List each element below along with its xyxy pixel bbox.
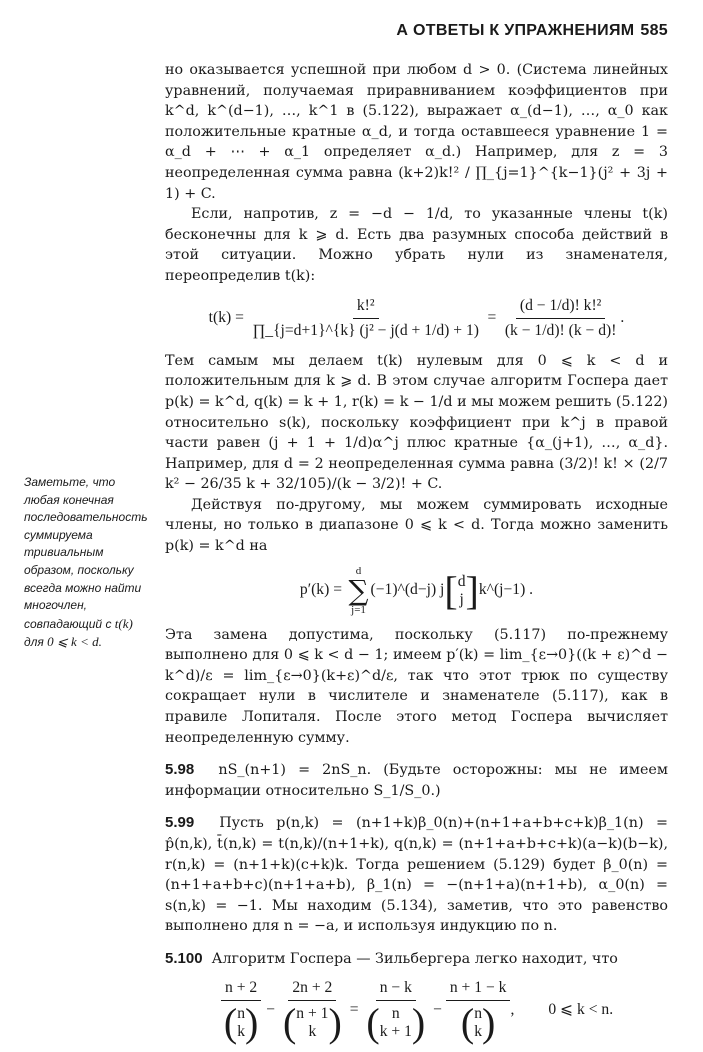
eq1-frac1-numerator: k!² (353, 296, 379, 320)
sum-lower: j=1 (351, 603, 366, 616)
page-number: 585 (640, 22, 668, 39)
chapter-title: А ОТВЕТЫ К УПРАЖНЕНИЯМ (396, 22, 635, 39)
eq2-tail: k^(j−1) . (478, 581, 534, 599)
stirling-number (444, 567, 479, 613)
eq1-frac2-denominator: (k − 1/d)! (k − d)! (504, 322, 617, 340)
paragraph-5: Эта замена допустима, поскольку (5.117) по-прежнему выполнено для 0 ⩽ k < d − 1; имеем p′(k) = lim_{ε→0}((k + ε)^d − k^d)/ε = lim_{ε→0}(k+ε)^d/ε, так что этот трюк по существу сокращает нули в числителе и знаменателе (5.117), как в правиле Лопиталя. После этого метод Госпера вычисляет неопределенную сумму. (165, 626, 668, 746)
exercise-number: 5.98 (165, 761, 195, 779)
margin-note-text-2: для (24, 635, 44, 650)
exercise-text: Пусть p(n,k) = (n+1+k)β_0(n)+(n+1+a+b+c+k)β_1(n) = p̂(n,k), t̄(n,k) = t(n,k)/(n+1+k), q(n,k) = (n+1+a+b+c+k)(a−k)(b−k), r(n,k) = (n+1+k)(c+k)k. Тогда решением (5.129) будет β_0(n) = (n+1+a+b+c)(n+1+a+b), β_1(n) = −(n+1+a)(n+1+b), α_0(n) = s(n,k) = −1. Мы находим (5.134), заметив, что это равенство выполнено для n = −a, и используя индукцию по n. (165, 815, 669, 935)
eq3-f3-binomial: ( n k + 1 ) (366, 1000, 426, 1046)
exercise-5-100 (165, 949, 668, 970)
margin-note-math-1: t(k) (114, 615, 133, 631)
eq3-comma: , (510, 1001, 515, 1019)
margin-note-text: Заметьте, что любая конечная последовательность суммируема тривиальным образом, поскольку всегда можно найти многочлен, совпадающий с (24, 475, 148, 631)
exercise-text: Алгоритм Госпера — Зильбергера легко находит, что (211, 950, 618, 967)
left-bracket-icon: [ (444, 567, 458, 613)
exercise-5-98 (165, 760, 668, 801)
eq3-condition: 0 ⩽ k < n. (548, 1001, 614, 1019)
eq3-f4-binomial: ( n k ) (460, 1000, 496, 1046)
sigma-icon: ∑ (348, 573, 369, 607)
eq3-minus: − (266, 1001, 276, 1019)
sum-sign (349, 566, 369, 616)
eq1-frac2-numerator: (d − 1/d)! k!² (516, 296, 605, 320)
eq1-lhs: t(k) = (208, 309, 244, 327)
eq2-lhs: p′(k) = (299, 581, 342, 599)
eq1-frac1-denominator: ∏_{j=d+1}^{k} (j² − j(d + 1/d) + 1) (252, 322, 479, 340)
stirling-top: d (457, 572, 466, 590)
equation-t-k (165, 296, 668, 342)
exercise-text: nS_(n+1) = 2nS_n. (Будьте осторожны: мы не имеем информации относительно S_1/S_0.) (165, 762, 668, 799)
binom-top: n (474, 1005, 483, 1023)
sum-upper: d (355, 564, 362, 577)
eq1-fraction-2 (501, 296, 621, 342)
binom-bottom: k (237, 1023, 246, 1041)
paragraph-3: Тем самым мы делаем t(k) нулевым для 0 ⩽ k < d и положительным для k ⩾ d. В этом случае алгоритм Госпера дает p(k) = k^d, q(k) = k + 1, r(k) = k − 1/d и мы можем решить (5.122) относительно s(k), поскольку коэффициент при k^j в правой части равен (j + 1 + 1/d)α^j плюс кратные {α_(j+1), …, α_d}. Например, для d = 2 неопределенная сумма равна (3/2)! k! × (2/7 k² − 26/35 k + 32/105)/(k − 3/2)! + C. (165, 352, 668, 493)
right-bracket-icon: ] (465, 567, 479, 613)
eq2-body: (−1)^(d−j) j (370, 581, 445, 599)
eq3-f1-numerator: n + 2 (221, 978, 261, 1002)
eq3-f2-numerator: 2n + 2 (288, 978, 336, 1002)
eq1-equals: = (487, 309, 497, 327)
eq3-fraction-3 (362, 978, 429, 1044)
running-header (165, 22, 668, 40)
paragraph-1: но оказывается успешной при любом d > 0. (Система линейных уравнений, получаемая приравниванием коэффициентов при k^d, k^(d−1), …, k^1 в (5.122), выражает α_(d−1), …, α_0 как положительные кратные α_d, и тогда оставшееся уравнение 1 = α_d + ⋯ + α_1 определяет α_d.) Например, для z = 3 неопределенная сумма равна (k+2)k!² / ∏_{j=1}^{k−1}(j² + 3j + 1) + C. (165, 62, 668, 202)
eq3-f3-numerator: n − k (376, 978, 416, 1002)
exercise-5-99 (165, 813, 668, 937)
margin-note (24, 474, 152, 652)
eq3-fraction-4 (446, 978, 511, 1044)
binom-bottom: k (474, 1023, 483, 1041)
stirling-bottom: j (459, 590, 464, 608)
main-text (165, 60, 668, 1052)
binom-top: n (391, 1005, 400, 1023)
binom-top: n + 1 (296, 1005, 329, 1023)
equation-p-prime (165, 566, 668, 616)
eq3-equals: = (349, 1001, 359, 1019)
binom-bottom: k + 1 (379, 1023, 412, 1041)
margin-note-math-2: 0 ⩽ k < d. (47, 634, 102, 650)
exercise-number: 5.100 (165, 949, 203, 967)
eq1-fraction-1 (248, 296, 483, 342)
paragraph-2: Если, напротив, z = −d − 1/d, то указанные члены t(k) бесконечны для k ⩾ d. Есть два разумных способа действий в этой ситуации. Можно убрать нули из знаменателя, переопределив t(k): (165, 206, 668, 284)
eq3-f1-binomial: ( n k ) (223, 1000, 259, 1046)
eq3-minus-2: − (433, 1001, 442, 1019)
exercise-number: 5.99 (165, 814, 195, 832)
eq3-fraction-2 (279, 978, 346, 1044)
binom-bottom: k (308, 1023, 317, 1041)
eq3-f2-binomial: ( n + 1 k ) (282, 1000, 342, 1046)
eq3-fraction-1 (220, 978, 262, 1044)
eq3-f4-numerator: n + 1 − k (446, 978, 511, 1002)
binom-top: n (237, 1005, 246, 1023)
paragraph-4: Действуя по-другому, мы можем суммировать исходные члены, но только в диапазоне 0 ⩽ k < d. Тогда можно заменить p(k) = k^d на (165, 496, 668, 555)
eq1-end: . (620, 309, 625, 327)
equation-binomial-identity (165, 978, 668, 1044)
